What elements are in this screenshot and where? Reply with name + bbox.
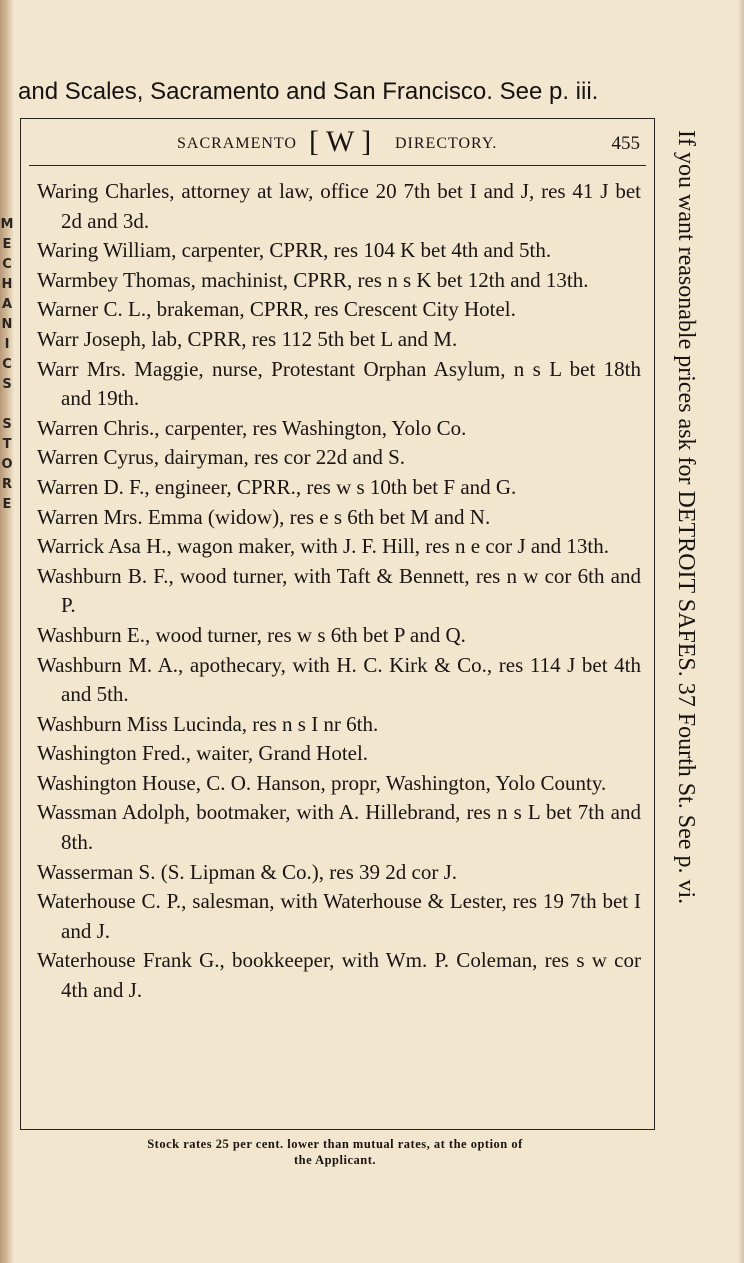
directory-entry: Warmbey Thomas, machinist, CPRR, res n s K bet 12th and 13th.: [37, 267, 589, 292]
header-directory: DIRECTORY.: [395, 135, 498, 152]
directory-entry: Waring Charles, attorney at law, office 20 7th bet I and J, res 41 J bet 2d and 3d.: [37, 179, 641, 233]
footer-line-1: Stock rates 25 per cent. lower than mutual rates, at the option of: [147, 1137, 523, 1151]
left-margin-letter: A: [1, 297, 13, 312]
left-margin-letter: S: [2, 417, 12, 432]
footer-line-2: the Applicant.: [293, 1153, 376, 1167]
left-margin-letter: T: [2, 437, 12, 452]
directory-entry: Wasserman S. (S. Lipman & Co.), res 39 2d cor J.: [37, 859, 457, 884]
directory-entry: Waring William, carpenter, CPRR, res 104 K bet 4th and 5th.: [37, 238, 552, 263]
left-margin-letter: H: [1, 277, 13, 292]
page-number: 455: [611, 133, 640, 154]
directory-entry: Waterhouse Frank G., bookkeeper, with Wm. P. Coleman, res s w cor 4th and J.: [37, 948, 641, 1003]
directory-entry: Washington Fred., waiter, Grand Hotel.: [37, 741, 369, 766]
directory-entry: Warr Mrs. Maggie, nurse, Protestant Orphan Asylum, n s L bet 18th and 19th.: [37, 356, 641, 411]
running-header: [21, 125, 654, 159]
directory-entry: Warren D. F., engineer, CPRR., res w s 10th bet F and G.: [37, 474, 517, 499]
left-margin-letter: M: [0, 217, 14, 232]
left-margin-letter: E: [2, 237, 12, 252]
directory-entry: Warren Chris., carpenter, res Washington, Yolo Co.: [37, 415, 467, 440]
directory-entry: Wassman Adolph, bootmaker, with A. Hillebrand, res n s L bet 7th and 8th.: [37, 800, 641, 855]
header-city: SACRAMENTO: [177, 135, 297, 152]
left-margin-letter: S: [2, 377, 12, 392]
left-margin-letter: R: [1, 477, 12, 492]
directory-entry: Waterhouse C. P., salesman, with Waterhouse & Lester, res 19 7th bet I and J.: [37, 889, 641, 943]
left-margin-letter: I: [4, 337, 10, 352]
left-margin-letter: E: [2, 497, 12, 512]
left-margin-letter: N: [1, 317, 13, 332]
directory-entry: Washburn M. A., apothecary, with H. C. Kirk & Co., res 114 J bet 4th and 5th.: [37, 652, 641, 707]
directory-entry: Warren Mrs. Emma (widow), res e s 6th bet M and N.: [37, 504, 491, 529]
left-margin-letter: C: [2, 357, 12, 372]
directory-entry: Warner C. L., brakeman, CPRR, res Crescent City Hotel.: [37, 297, 516, 322]
directory-entry: Warr Joseph, lab, CPRR, res 112 5th bet L and M.: [37, 326, 458, 351]
directory-page-frame: [20, 118, 655, 1130]
header-letter: [ W ]: [309, 125, 372, 158]
footer-advert: [40, 1136, 630, 1168]
top-advert-banner: and Scales, Sacramento and San Francisco. See p. iii.: [18, 78, 599, 105]
left-margin-letter: C: [2, 257, 12, 272]
page-right-shadow: [738, 0, 744, 1263]
right-side-advert: If you want reasonable prices ask for DETROIT SAFES. 37 Fourth St. See p. vi.: [673, 130, 699, 905]
directory-entry: Washburn E., wood turner, res w s 6th bet P and Q.: [37, 622, 466, 647]
directory-entry: Washington House, C. O. Hanson, propr, Washington, Yolo County.: [37, 770, 607, 795]
directory-entry: Washburn B. F., wood turner, with Taft & Bennett, res n w cor 6th and P.: [37, 563, 641, 618]
header-rule: [29, 165, 646, 166]
directory-entry: Warrick Asa H., wagon maker, with J. F. Hill, res n e cor J and 13th.: [37, 534, 610, 559]
directory-entry: Washburn Miss Lucinda, res n s I nr 6th.: [37, 711, 379, 736]
directory-entry: Warren Cyrus, dairyman, res cor 22d and S.: [37, 445, 406, 470]
left-margin-advert: [0, 215, 14, 1035]
left-margin-letter: O: [1, 457, 13, 472]
directory-entries: [37, 177, 641, 1006]
